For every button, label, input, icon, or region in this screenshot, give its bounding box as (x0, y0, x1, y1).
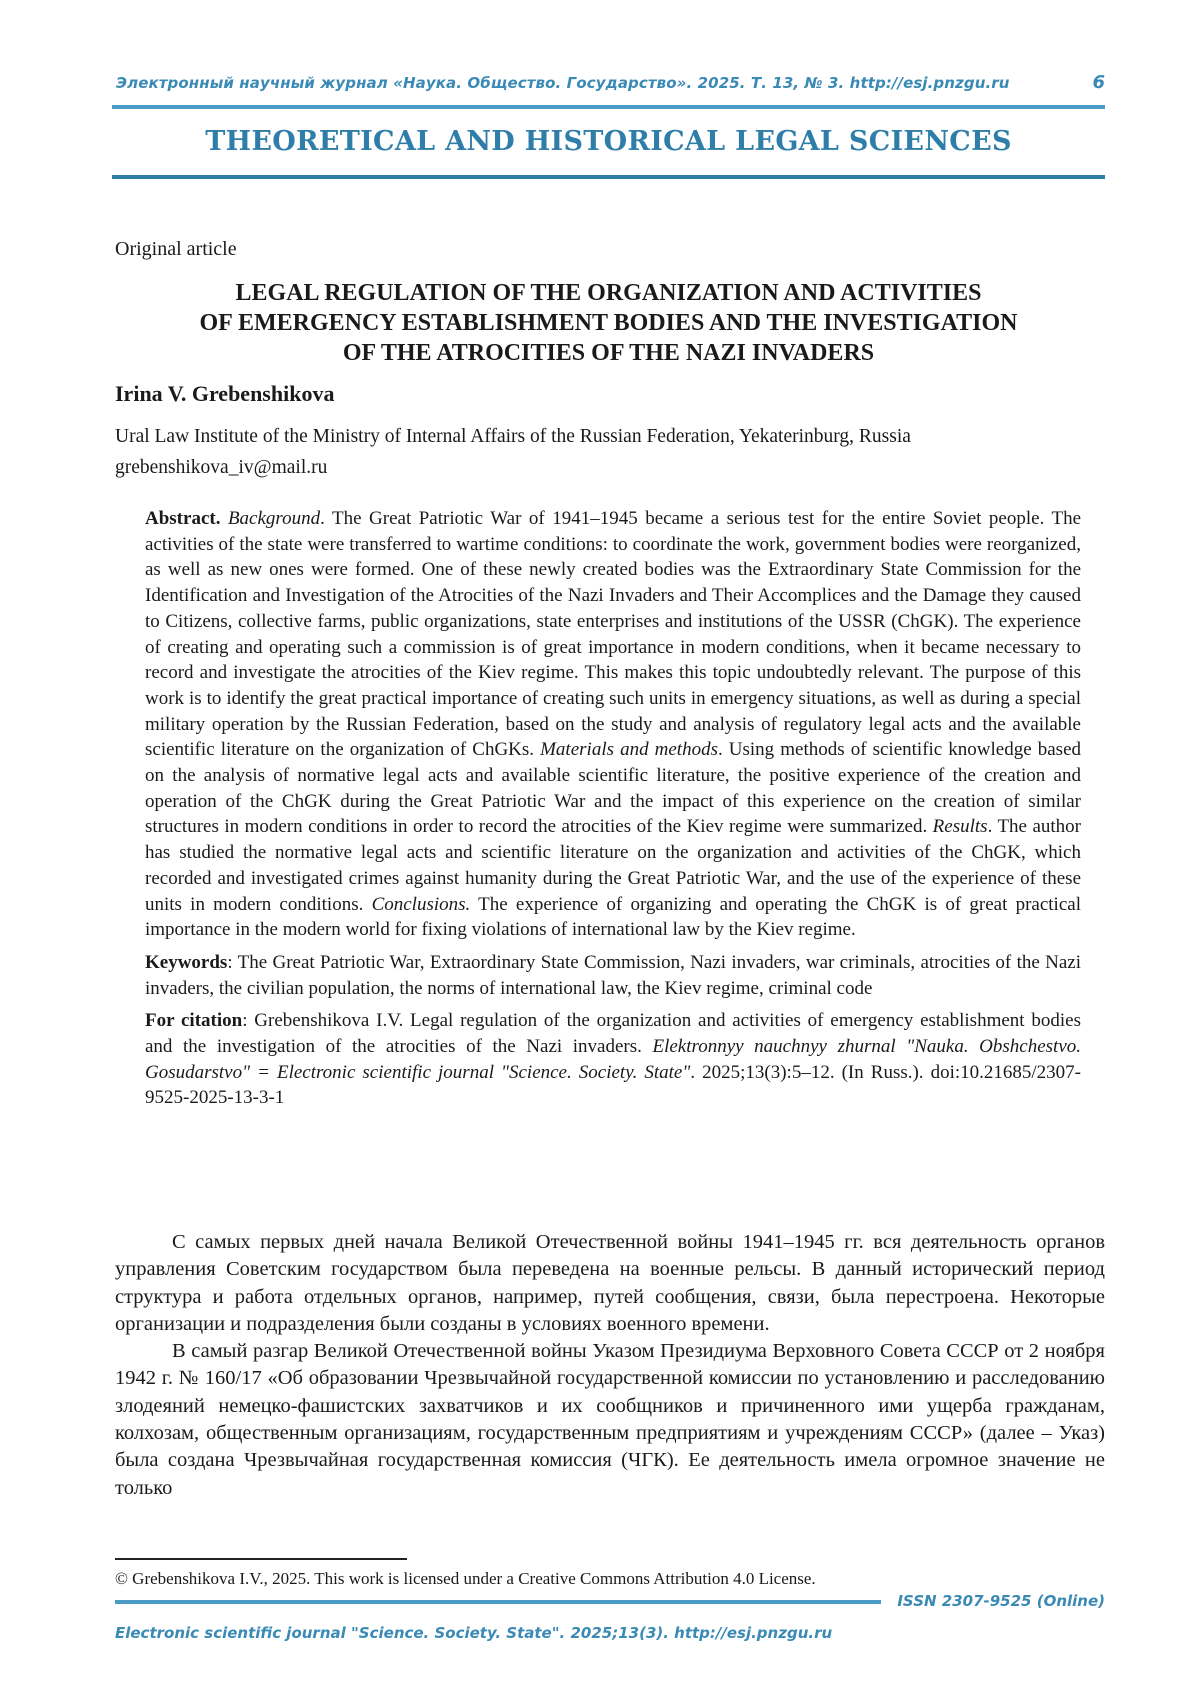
author-email[interactable]: grebenshikova_iv@mail.ru (115, 457, 328, 478)
methods-text: . Using methods of scientific knowledge based on the analysis of normative legal acts and available scientific literature, the positive experience of the creation and operation of the ChGK during the Great Patriotic War and the impact of this experience on the creation of similar structures in modern conditions in order to record the atrocities of the Kiev regime were summarized. (145, 739, 1081, 838)
keywords-text: : The Great Patriotic War, Extraordinary State Commission, Nazi invaders, war criminals, atrocities of the Nazi invaders, the civilian population, the norms of international law, the Kiev regime, criminal code (145, 951, 1081, 999)
header-rule (112, 105, 1105, 109)
citation-text-end: . 2025;13(3):5–12. (In Russ.). doi:10.21685/2307-9525-2025-13-3-1 (145, 1061, 1081, 1109)
running-footer: Electronic scientific journal "Science. Society. State". 2025;13(3). http://esj.pnzgu.ru (115, 1624, 833, 1642)
citation-journal: Elektronnyy nauchnyy zhurnal "Nauka. Obshchestvo. Gosudarstvo" = Electronic scientific journal "Science. Society. State" (145, 1036, 1082, 1083)
results-label: Results (932, 816, 988, 838)
article-title-line: OF THE ATROCITIES OF THE NAZI INVADERS (342, 340, 875, 366)
article-title (112, 278, 1105, 368)
abstract-block (145, 506, 1081, 1118)
citation (145, 1008, 1081, 1111)
section-title: THEORETICAL AND HISTORICAL LEGAL SCIENCES (205, 126, 1012, 157)
background-text: . The Great Patriotic War of 1941–1945 became a serious test for the entire Soviet people. The activities of the state were transferred to wartime conditions: to coordinate the work, government bodies were reorganized, as well as new ones were formed. One of these newly created bodies was the Extraordinary State Commission for the Identification and Investigation of the Atrocities of the Nazi Invaders and Their Accomplices and the Damage they caused to Citizens, collective farms, public organizations, state enterprises and institutions of the USSR (ChGK). The experience of creating and operating such a commission is of great importance in modern conditions, when it became necessary to record and investigate the atrocities of the Kiev regime. This makes this topic undoubtedly relevant. The purpose of this work is to identify the great practical importance of creating such units in emergency situations, as well as during a special military operation by the Russian Federation, based on the study and analysis of regulatory legal acts and the available scientific literature on the organization of ChGKs. (145, 508, 1082, 761)
article-type: Original article (115, 238, 237, 260)
keywords (145, 950, 1081, 1001)
page-number: 6 (1092, 72, 1105, 93)
section-rule (112, 175, 1105, 179)
footer-rule (115, 1600, 881, 1604)
footnote-divider (115, 1558, 407, 1560)
keywords-label: Keywords (145, 951, 228, 973)
issn: ISSN 2307-9525 (Online) (897, 1592, 1105, 1610)
conclusions-text: The experience of organizing and operating the ChGK is of great practical importance in the modern world for fixing violations of international law by the Kiev regime. (145, 893, 1081, 941)
article-title-line: OF EMERGENCY ESTABLISHMENT BODIES AND THE INVESTIGATION (199, 310, 1018, 336)
citation-text: : Grebenshikova I.V. Legal regulation of the organization and activities of emergency establishment bodies and the investigation of the atrocities of the Nazi invaders. (145, 1010, 1081, 1058)
affiliation-text: Ural Law Institute of the Ministry of Internal Affairs of the Russian Federation, Yekaterinburg, Russia (115, 426, 911, 447)
running-header: Электронный научный журнал «Наука. Общество. Государство». 2025. Т. 13, № 3. http://esj.pnzgu.ru (116, 74, 1010, 92)
copyright-footnote: © Grebenshikova I.V., 2025. This work is licensed under a Creative Commons Attribution 4.0 License. (115, 1569, 816, 1588)
body-paragraph: С самых первых дней начала Великой Отечественной войны 1941–1945 гг. вся деятельность органов управления Советским государством была переведена на военные рельсы. В данный исторический период структура и работа отдельных органов, например, путей сообщения, связи, была перестроена. Некоторые организации и подразделения были созданы в условиях военного времени. (115, 1231, 1105, 1335)
article-title-line: LEGAL REGULATION OF THE ORGANIZATION AND ACTIVITIES (235, 280, 982, 306)
abstract-label: Abstract. (145, 508, 221, 529)
conclusions-label: Conclusions. (371, 893, 471, 915)
body-paragraph: В самый разгар Великой Отечественной войны Указом Президиума Верховного Совета СССР от 2 ноября 1942 г. № 160/17 «Об образовании Чрезвычайной государственной комиссии по установлению и расследованию злодеяний немецко-фашистских захватчиков и их сообщников и причиненного ими ущерба гражданам, колхозам, общественным организациям, государственным предприятиям и учреждениям СССР» (далее – Указ) была создана Чрезвычайная государственная комиссия (ЧГК). Ее деятельность имела огромное значение не только (115, 1340, 1105, 1499)
citation-label: For citation (145, 1010, 243, 1032)
body-text (115, 1229, 1105, 1502)
abstract (145, 506, 1081, 943)
author-affiliation (115, 421, 911, 483)
methods-label: Materials and methods (540, 739, 718, 761)
author-name: Irina V. Grebenshikova (115, 381, 335, 406)
background-label: Background (227, 508, 321, 529)
results-text: . The author has studied the normative legal acts and scientific literature on the organization and activities of the ChGK, which recorded and investigated crimes against humanity during the Great Patriotic War, and the use of the experience of these units in modern conditions. (145, 816, 1081, 915)
